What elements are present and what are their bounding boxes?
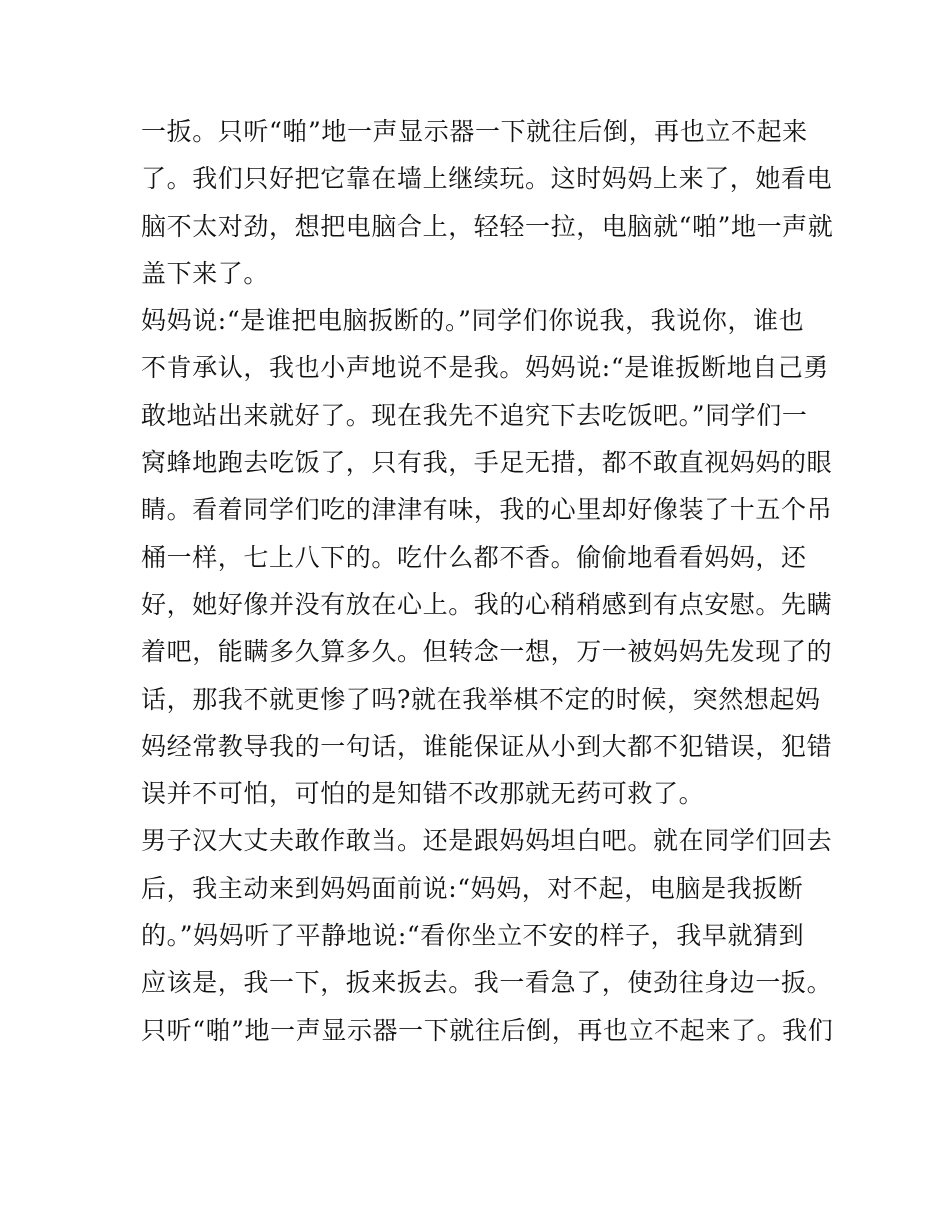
text-line: 男子汉大丈夫敢作敢当。还是跟妈妈坦白吧。就在同学们回去 (141, 826, 833, 856)
text-line: 睛。看着同学们吃的津津有味，我的心里却好像装了十五个吊 (141, 495, 833, 525)
text-line: 敢地站出来就好了。现在我先不追究下去吃饭吧。”同学们一 (141, 400, 808, 430)
text-line: 了。我们只好把它靠在墙上继续玩。这时妈妈上来了，她看电 (141, 164, 833, 194)
text-line: 盖下来了。 (141, 258, 270, 288)
text-line: 桶一样，七上八下的。吃什么都不香。偷偷地看看妈妈，还 (141, 542, 807, 572)
text-line: 窝蜂地跑去吃饭了，只有我，手足无措，都不敢直视妈妈的眼 (141, 448, 833, 478)
text-line: 应该是，我一下，扳来扳去。我一看急了，使劲往身边一扳。 (141, 968, 833, 998)
text-line: 的。”妈妈听了平静地说:“看你坐立不安的样子，我早就猜到 (141, 921, 805, 951)
text-line: 只听“啪”地一声显示器一下就往后倒，再也立不起来了。我们 (141, 1015, 834, 1045)
text-line: 脑不太对劲，想把电脑合上，轻轻一拉，电脑就“啪”地一声就 (141, 211, 834, 241)
text-line: 好，她好像并没有放在心上。我的心稍稍感到有点安慰。先瞒 (141, 589, 833, 619)
body-text (141, 108, 834, 1054)
text-line: 一扳。只听“啪”地一声显示器一下就往后倒，再也立不起来 (141, 117, 808, 146)
text-line: 话，那我不就更惨了吗?就在我举棋不定的时候，突然想起妈 (141, 684, 821, 714)
text-line: 妈经常教导我的一句话，谁能保证从小到大都不犯错误，犯错 (141, 731, 833, 761)
text-line: 误并不可怕，可怕的是知错不改那就无药可救了。 (141, 779, 705, 809)
text-line: 后，我主动来到妈妈面前说:“妈妈，对不起，电脑是我扳断 (141, 873, 804, 903)
text-line: 妈妈说:“是谁把电脑扳断的。”同学们你说我，我说你，谁也 (141, 306, 805, 336)
text-line: 不肯承认，我也小声地说不是我。妈妈说:“是谁扳断地自己勇 (141, 353, 830, 383)
text-line: 着吧，能瞒多久算多久。但转念一想，万一被妈妈先发现了的 (141, 637, 833, 667)
